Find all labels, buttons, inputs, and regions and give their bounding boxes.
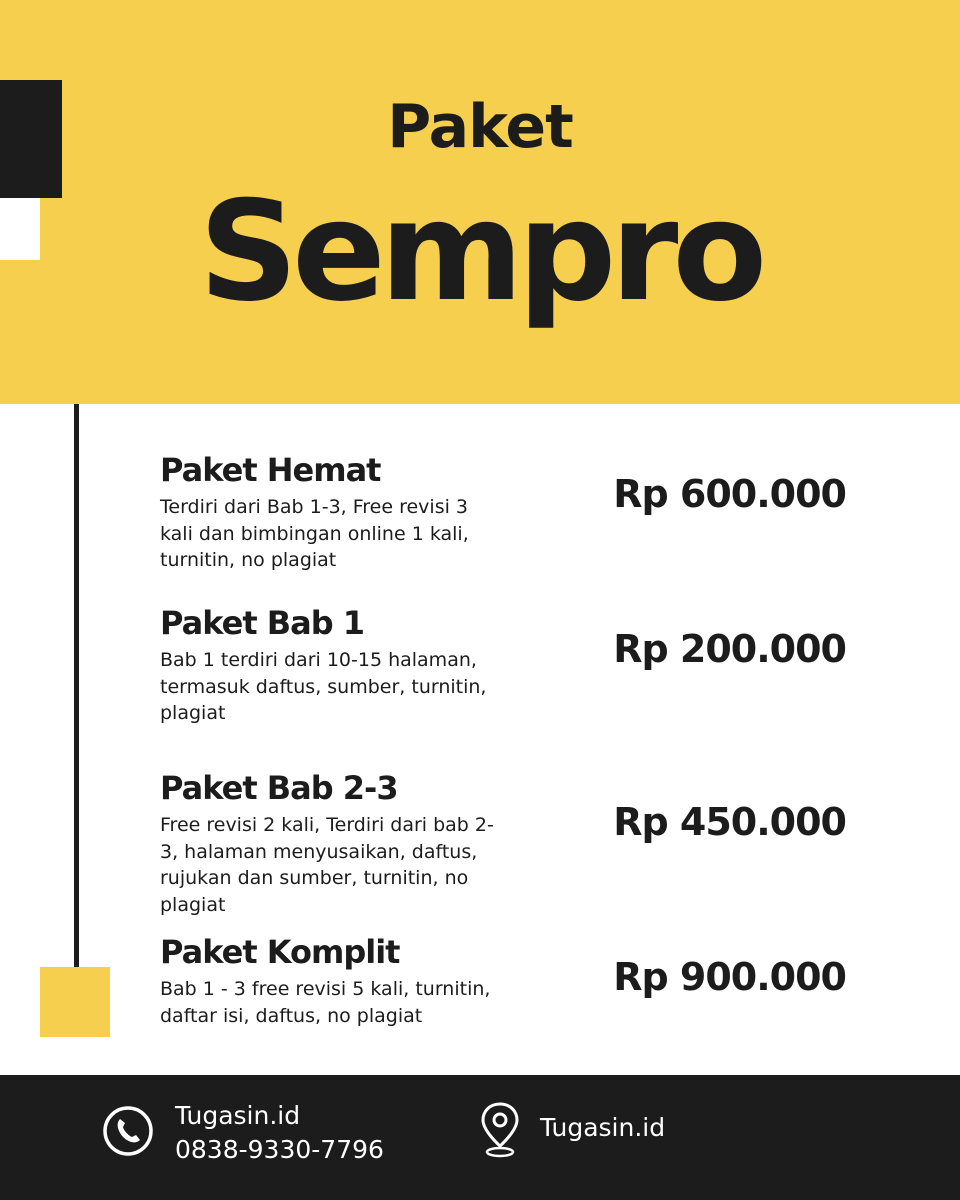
package-price: Rp 200.000 <box>613 627 846 671</box>
package-price: Rp 900.000 <box>613 955 846 999</box>
title-big: Sempro <box>198 171 762 332</box>
package-name: Paket Hemat <box>160 451 381 489</box>
package-description: Terdiri dari Bab 1-3, Free revisi 3 kali dan bimbingan online 1 kali, turnitin, no plagiat <box>160 496 469 571</box>
package-bab-2-3 <box>160 768 500 918</box>
phone-icon[interactable] <box>102 1105 154 1157</box>
title-small: Paket <box>387 92 573 162</box>
location-pin-icon[interactable] <box>478 1100 522 1160</box>
decorative-vertical-line <box>74 404 79 968</box>
package-price: Rp 600.000 <box>613 472 846 516</box>
contact-name: Tugasin.id <box>175 1101 301 1130</box>
package-description: Bab 1 terdiri dari 10-15 halaman, termasuk daftus, sumber, turnitin, plagiat <box>160 649 487 724</box>
package-price: Rp 450.000 <box>613 800 846 844</box>
package-komplit <box>160 932 500 1029</box>
decorative-yellow-square <box>40 967 110 1037</box>
package-description: Free revisi 2 kali, Terdiri dari bab 2-3, halaman menyusaikan, daftus, rujukan dan sumber, turnitin, no plagiat <box>160 814 494 916</box>
phone-number[interactable]: 0838-9330-7796 <box>175 1135 384 1164</box>
location-label[interactable]: Tugasin.id <box>540 1113 666 1142</box>
package-bab-1 <box>160 603 500 727</box>
package-name: Paket Bab 2-3 <box>160 769 398 807</box>
package-description: Bab 1 - 3 free revisi 5 kali, turnitin, daftar isi, daftus, no plagiat <box>160 978 491 1027</box>
package-hemat <box>160 450 500 574</box>
package-name: Paket Bab 1 <box>160 604 365 642</box>
package-name: Paket Komplit <box>160 933 400 971</box>
